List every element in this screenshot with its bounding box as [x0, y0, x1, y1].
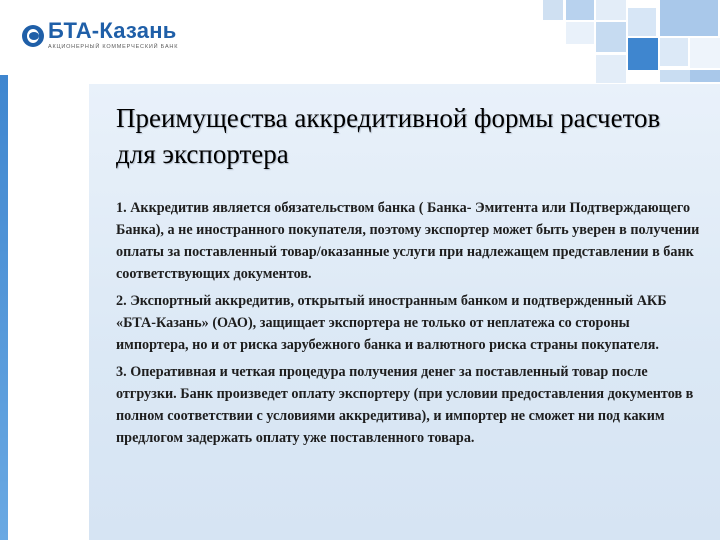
advantage-item-1: 1. Аккредитив является обязательством банка ( Банка- Эмитента или Подтверждающего Банка), а не иностранного покупателя, поэтому экспортер может быть уверен в получении оплаты за поставленный товар/оказанные услуги при надлежащем представлении в банк соответствующих документов.: [116, 200, 700, 282]
decor-square: [660, 70, 690, 82]
decor-square: [596, 0, 626, 20]
decor-square: [690, 70, 720, 82]
logo-subtitle: АКЦИОНЕРНЫЙ КОММЕРЧЕСКИЙ БАНК: [48, 44, 179, 50]
decor-square: [660, 0, 718, 36]
left-accent-strip: [0, 75, 8, 540]
decor-square: [566, 0, 594, 20]
decor-square: [596, 55, 626, 83]
decor-square: [628, 38, 658, 70]
logo-name: БТА-Казань: [48, 18, 177, 43]
advantage-item-3: 3. Оперативная и четкая процедура получения денег за поставленный товар после отгрузки. Банк произведет оплату экспортеру (при условии предоставления документов в полном соответствии с условиями аккредитива), и импортер не сможет ни под каким предлогом задержать оплату уже поставленного товара.: [116, 364, 694, 446]
decor-square: [628, 8, 656, 36]
decor-square: [660, 38, 688, 66]
decor-square: [690, 38, 720, 68]
decor-square: [566, 22, 594, 44]
slide-title: Преимущества аккредитивной формы расчетов для экспортера: [116, 103, 661, 169]
decor-square: [596, 22, 626, 52]
advantage-item-2: 2. Экспортный аккредитив, открытый иностранным банком и подтвержденный АКБ «БТА-Казань» (ОАО), защищает экспортера не только от неплатежа со стороны импортера, но и от риска зарубежного банка и валютного риска страны покупателя.: [116, 293, 667, 353]
decor-square: [543, 0, 563, 20]
advantages-list: [116, 197, 701, 454]
